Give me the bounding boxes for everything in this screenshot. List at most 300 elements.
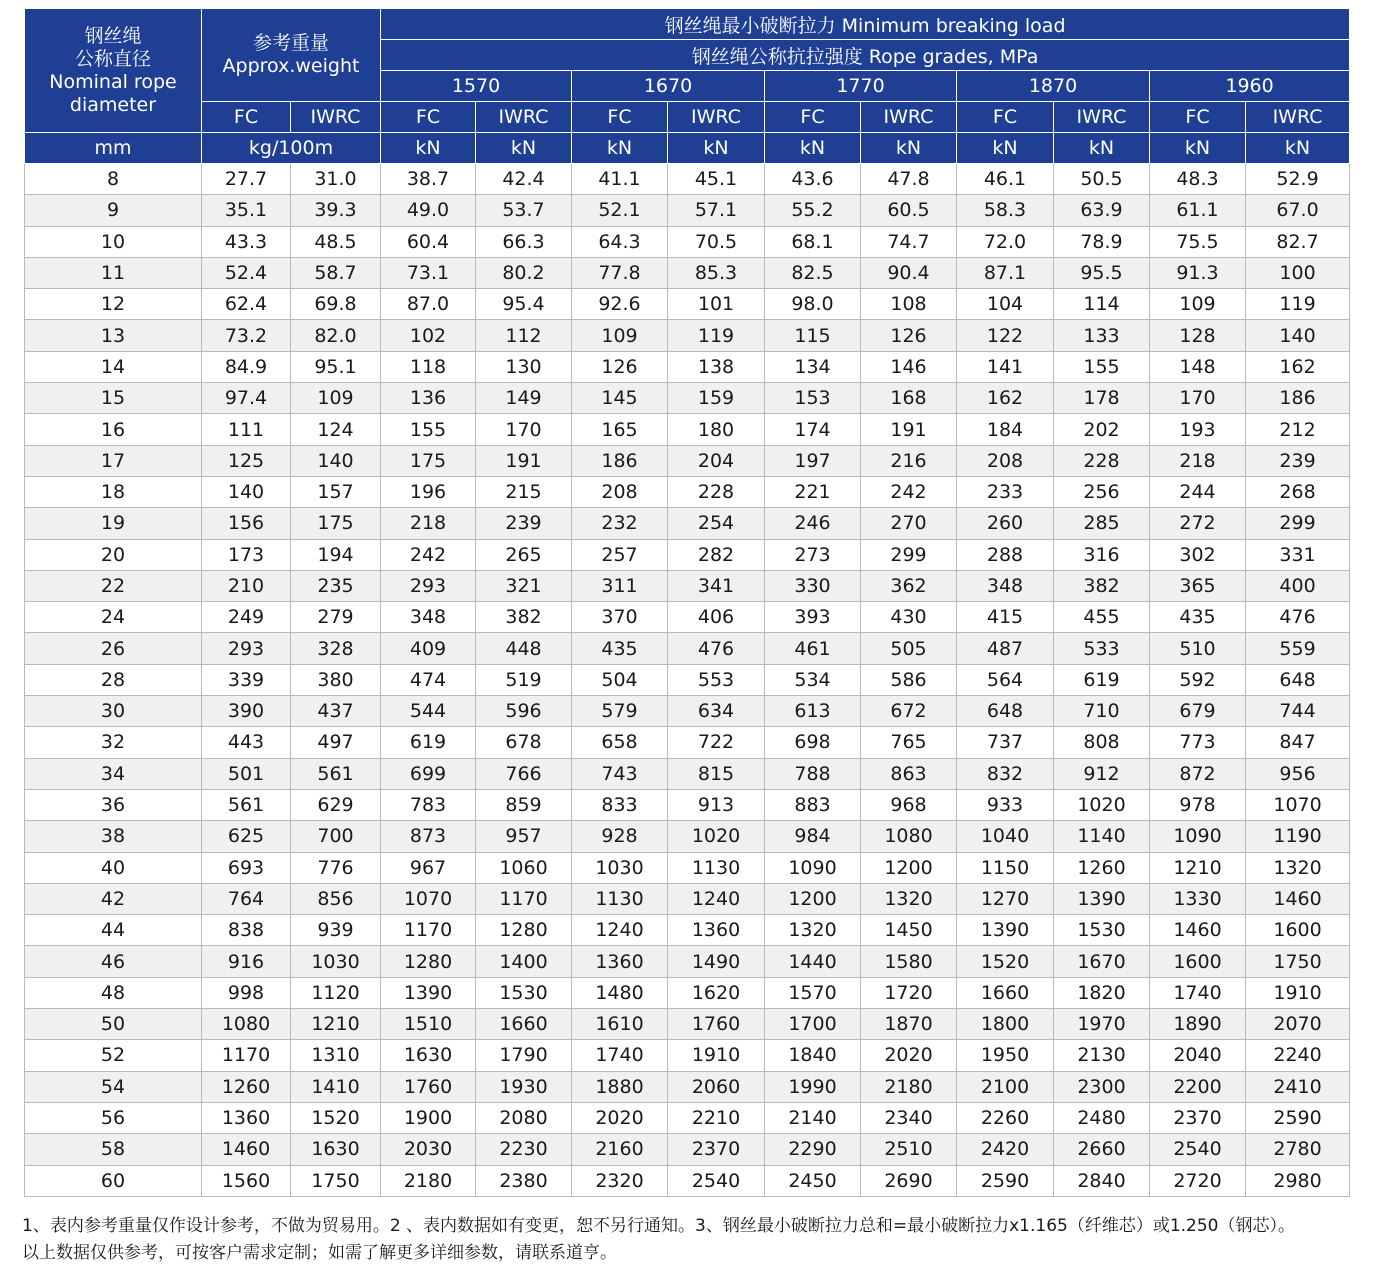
weight-cell: 339 [202, 664, 291, 695]
table-row [25, 821, 1350, 852]
weight-cell: 1260 [202, 1071, 291, 1102]
table-row [25, 852, 1350, 883]
load-cell: 1890 [1150, 1009, 1246, 1040]
weight-cell: 1630 [291, 1134, 381, 1165]
load-cell: 2100 [957, 1071, 1054, 1102]
load-cell: 2780 [1246, 1134, 1350, 1165]
load-cell: 1150 [957, 852, 1054, 883]
load-cell: 678 [476, 727, 572, 758]
load-cell: 1360 [668, 915, 765, 946]
load-cell: 1200 [861, 852, 957, 883]
load-cell: 596 [476, 696, 572, 727]
load-cell: 257 [572, 539, 668, 570]
weight-cell: 156 [202, 508, 291, 539]
load-cell: 1630 [381, 1040, 476, 1071]
load-cell: 1580 [861, 946, 957, 977]
diameter-cell: 58 [25, 1134, 202, 1165]
diameter-header-line: Nominal rope [49, 70, 177, 93]
load-cell: 72.0 [957, 226, 1054, 257]
load-cell: 382 [1054, 570, 1150, 601]
diameter-cell: 24 [25, 602, 202, 633]
footnote-line: 以上数据仅供参考，可按客户需求定制；如需了解更多详细参数，请联系道亨。 [22, 1243, 617, 1263]
load-cell: 55.2 [765, 195, 861, 226]
load-cell: 58.3 [957, 195, 1054, 226]
load-cell: 1800 [957, 1009, 1054, 1040]
load-cell: 331 [1246, 539, 1350, 570]
load-cell: 619 [1054, 664, 1150, 695]
table-row [25, 476, 1350, 507]
table-row [25, 539, 1350, 570]
weight-cell: 497 [291, 727, 381, 758]
load-cell: 1020 [668, 821, 765, 852]
load-cell: 933 [957, 789, 1054, 820]
load-cell: 175 [381, 445, 476, 476]
table-row [25, 351, 1350, 382]
diameter-cell: 11 [25, 257, 202, 288]
load-cell: 2450 [765, 1165, 861, 1196]
weight-cell: 293 [202, 633, 291, 664]
load-cell: 1840 [765, 1040, 861, 1071]
load-cell: 1610 [572, 1009, 668, 1040]
diameter-cell: 48 [25, 977, 202, 1008]
diameter-cell: 10 [25, 226, 202, 257]
table-header [25, 9, 1350, 164]
load-cell: 544 [381, 696, 476, 727]
load-cell: 63.9 [1054, 195, 1150, 226]
iwrc-header: IWRC [1054, 102, 1150, 133]
load-cell: 101 [668, 289, 765, 320]
load-cell: 393 [765, 602, 861, 633]
load-cell: 118 [381, 351, 476, 382]
weight-cell: 58.7 [291, 257, 381, 288]
table-row [25, 664, 1350, 695]
load-cell: 43.6 [765, 164, 861, 195]
unit-kn: kN [957, 133, 1054, 164]
grade-header: 1960 [1150, 71, 1350, 102]
load-cell: 2720 [1150, 1165, 1246, 1196]
load-cell: 208 [957, 445, 1054, 476]
iwrc-header: IWRC [291, 102, 381, 133]
load-cell: 883 [765, 789, 861, 820]
load-cell: 415 [957, 602, 1054, 633]
load-cell: 1090 [1150, 821, 1246, 852]
load-cell: 1950 [957, 1040, 1054, 1071]
load-cell: 246 [765, 508, 861, 539]
load-cell: 672 [861, 696, 957, 727]
spec-table-container [24, 8, 1349, 1197]
load-cell: 1400 [476, 946, 572, 977]
load-cell: 722 [668, 727, 765, 758]
load-cell: 95.5 [1054, 257, 1150, 288]
load-cell: 191 [861, 414, 957, 445]
table-row [25, 1009, 1350, 1040]
unit-kn: kN [476, 133, 572, 164]
table-row [25, 946, 1350, 977]
table-row [25, 508, 1350, 539]
load-cell: 46.1 [957, 164, 1054, 195]
weight-cell: 73.2 [202, 320, 291, 351]
load-cell: 1750 [1246, 946, 1350, 977]
weight-cell: 437 [291, 696, 381, 727]
load-cell: 1070 [1246, 789, 1350, 820]
grade-header: 1770 [765, 71, 957, 102]
load-cell: 60.5 [861, 195, 957, 226]
load-cell: 2160 [572, 1134, 668, 1165]
load-cell: 833 [572, 789, 668, 820]
load-cell: 1910 [1246, 977, 1350, 1008]
load-cell: 1760 [381, 1071, 476, 1102]
load-cell: 430 [861, 602, 957, 633]
load-cell: 1060 [476, 852, 572, 883]
load-cell: 1990 [765, 1071, 861, 1102]
diameter-cell: 28 [25, 664, 202, 695]
load-cell: 534 [765, 664, 861, 695]
load-cell: 2030 [381, 1134, 476, 1165]
load-cell: 1320 [861, 883, 957, 914]
load-cell: 1460 [1150, 915, 1246, 946]
load-cell: 1240 [572, 915, 668, 946]
diameter-cell: 38 [25, 821, 202, 852]
load-cell: 133 [1054, 320, 1150, 351]
table-row [25, 883, 1350, 914]
load-cell: 155 [1054, 351, 1150, 382]
load-cell: 92.6 [572, 289, 668, 320]
load-cell: 186 [1246, 383, 1350, 414]
weight-cell: 390 [202, 696, 291, 727]
weight-cell: 1210 [291, 1009, 381, 1040]
load-cell: 204 [668, 445, 765, 476]
weight-cell: 443 [202, 727, 291, 758]
load-cell: 2080 [476, 1102, 572, 1133]
load-cell: 66.3 [476, 226, 572, 257]
load-cell: 270 [861, 508, 957, 539]
load-cell: 2510 [861, 1134, 957, 1165]
weight-cell: 35.1 [202, 195, 291, 226]
table-row [25, 257, 1350, 288]
diameter-cell: 22 [25, 570, 202, 601]
load-cell: 221 [765, 476, 861, 507]
load-cell: 2690 [861, 1165, 957, 1196]
load-cell: 268 [1246, 476, 1350, 507]
load-cell: 218 [1150, 445, 1246, 476]
weight-cell: 501 [202, 758, 291, 789]
load-cell: 1660 [476, 1009, 572, 1040]
load-cell: 1700 [765, 1009, 861, 1040]
diameter-cell: 8 [25, 164, 202, 195]
table-row [25, 977, 1350, 1008]
load-cell: 52.9 [1246, 164, 1350, 195]
load-cell: 648 [957, 696, 1054, 727]
load-cell: 2540 [1150, 1134, 1246, 1165]
weight-cell: 1310 [291, 1040, 381, 1071]
load-cell: 859 [476, 789, 572, 820]
grade-header: 1570 [381, 71, 572, 102]
grade-header: 1670 [572, 71, 765, 102]
weight-cell: 194 [291, 539, 381, 570]
load-cell: 104 [957, 289, 1054, 320]
weight-cell: 939 [291, 915, 381, 946]
load-cell: 1670 [1054, 946, 1150, 977]
load-cell: 2200 [1150, 1071, 1246, 1102]
table-row [25, 1102, 1350, 1133]
grade-header: 1870 [957, 71, 1150, 102]
load-cell: 1530 [1054, 915, 1150, 946]
load-cell: 126 [861, 320, 957, 351]
weight-cell: 157 [291, 476, 381, 507]
load-cell: 178 [1054, 383, 1150, 414]
load-cell: 112 [476, 320, 572, 351]
load-cell: 1320 [1246, 852, 1350, 883]
table-row [25, 1134, 1350, 1165]
load-cell: 53.7 [476, 195, 572, 226]
load-cell: 504 [572, 664, 668, 695]
load-cell: 679 [1150, 696, 1246, 727]
load-cell: 197 [765, 445, 861, 476]
breaking-load-header: 钢丝绳最小破断拉力 Minimum breaking load [381, 9, 1350, 40]
load-cell: 1440 [765, 946, 861, 977]
load-cell: 765 [861, 727, 957, 758]
load-cell: 50.5 [1054, 164, 1150, 195]
diameter-cell: 12 [25, 289, 202, 320]
load-cell: 382 [476, 602, 572, 633]
table-row [25, 164, 1350, 195]
load-cell: 1870 [861, 1009, 957, 1040]
load-cell: 260 [957, 508, 1054, 539]
table-row [25, 289, 1350, 320]
weight-cell: 328 [291, 633, 381, 664]
diameter-cell: 54 [25, 1071, 202, 1102]
weight-cell: 1170 [202, 1040, 291, 1071]
diameter-cell: 17 [25, 445, 202, 476]
load-cell: 648 [1246, 664, 1350, 695]
weight-cell: 561 [202, 789, 291, 820]
load-cell: 136 [381, 383, 476, 414]
load-cell: 41.1 [572, 164, 668, 195]
load-cell: 165 [572, 414, 668, 445]
load-cell: 956 [1246, 758, 1350, 789]
load-cell: 1280 [381, 946, 476, 977]
load-cell: 2980 [1246, 1165, 1350, 1196]
load-cell: 1330 [1150, 883, 1246, 914]
weight-cell: 1410 [291, 1071, 381, 1102]
load-cell: 2840 [1054, 1165, 1150, 1196]
load-cell: 184 [957, 414, 1054, 445]
load-cell: 815 [668, 758, 765, 789]
diameter-cell: 15 [25, 383, 202, 414]
load-cell: 74.7 [861, 226, 957, 257]
weight-cell: 1080 [202, 1009, 291, 1040]
load-cell: 455 [1054, 602, 1150, 633]
diameter-cell: 52 [25, 1040, 202, 1071]
load-cell: 70.5 [668, 226, 765, 257]
load-cell: 1660 [957, 977, 1054, 1008]
table-row [25, 1040, 1350, 1071]
load-cell: 2370 [1150, 1102, 1246, 1133]
table-row [25, 633, 1350, 664]
table-row [25, 915, 1350, 946]
diameter-cell: 40 [25, 852, 202, 883]
load-cell: 42.4 [476, 164, 572, 195]
load-cell: 126 [572, 351, 668, 382]
load-cell: 109 [572, 320, 668, 351]
weight-cell: 140 [202, 476, 291, 507]
load-cell: 170 [476, 414, 572, 445]
table-row [25, 602, 1350, 633]
load-cell: 613 [765, 696, 861, 727]
weight-cell: 279 [291, 602, 381, 633]
unit-kn: kN [1150, 133, 1246, 164]
weight-cell: 1520 [291, 1102, 381, 1133]
load-cell: 448 [476, 633, 572, 664]
load-cell: 1900 [381, 1102, 476, 1133]
load-cell: 533 [1054, 633, 1150, 664]
load-cell: 100 [1246, 257, 1350, 288]
fc-header: FC [1150, 102, 1246, 133]
load-cell: 109 [1150, 289, 1246, 320]
diameter-cell: 9 [25, 195, 202, 226]
load-cell: 299 [861, 539, 957, 570]
table-row [25, 570, 1350, 601]
load-cell: 476 [1246, 602, 1350, 633]
weight-cell: 1750 [291, 1165, 381, 1196]
load-cell: 1760 [668, 1009, 765, 1040]
load-cell: 114 [1054, 289, 1150, 320]
load-cell: 2540 [668, 1165, 765, 1196]
unit-mm: mm [25, 133, 202, 164]
load-cell: 193 [1150, 414, 1246, 445]
weight-cell: 173 [202, 539, 291, 570]
load-cell: 1450 [861, 915, 957, 946]
load-cell: 968 [861, 789, 957, 820]
load-cell: 2020 [572, 1102, 668, 1133]
load-cell: 1530 [476, 977, 572, 1008]
load-cell: 67.0 [1246, 195, 1350, 226]
diameter-cell: 26 [25, 633, 202, 664]
load-cell: 64.3 [572, 226, 668, 257]
load-cell: 1790 [476, 1040, 572, 1071]
load-cell: 316 [1054, 539, 1150, 570]
load-cell: 80.2 [476, 257, 572, 288]
load-cell: 1200 [765, 883, 861, 914]
load-cell: 2340 [861, 1102, 957, 1133]
load-cell: 87.0 [381, 289, 476, 320]
load-cell: 1130 [668, 852, 765, 883]
load-cell: 82.7 [1246, 226, 1350, 257]
load-cell: 1570 [765, 977, 861, 1008]
load-cell: 119 [1246, 289, 1350, 320]
diameter-cell: 19 [25, 508, 202, 539]
load-cell: 519 [476, 664, 572, 695]
load-cell: 155 [381, 414, 476, 445]
weight-cell: 856 [291, 883, 381, 914]
load-cell: 285 [1054, 508, 1150, 539]
weight-cell: 838 [202, 915, 291, 946]
diameter-cell: 50 [25, 1009, 202, 1040]
load-cell: 967 [381, 852, 476, 883]
load-cell: 474 [381, 664, 476, 695]
load-cell: 239 [1246, 445, 1350, 476]
diameter-header-line: diameter [69, 93, 157, 116]
load-cell: 134 [765, 351, 861, 382]
load-cell: 1170 [476, 883, 572, 914]
load-cell: 984 [765, 821, 861, 852]
load-cell: 1240 [668, 883, 765, 914]
load-cell: 2060 [668, 1071, 765, 1102]
load-cell: 1020 [1054, 789, 1150, 820]
weight-cell: 235 [291, 570, 381, 601]
load-cell: 2590 [957, 1165, 1054, 1196]
load-cell: 78.9 [1054, 226, 1150, 257]
diameter-column-header [25, 9, 202, 133]
load-cell: 202 [1054, 414, 1150, 445]
load-cell: 1720 [861, 977, 957, 1008]
load-cell: 73.1 [381, 257, 476, 288]
weight-cell: 140 [291, 445, 381, 476]
load-cell: 102 [381, 320, 476, 351]
load-cell: 272 [1150, 508, 1246, 539]
weight-header-line: Approx.weight [222, 55, 360, 77]
load-cell: 362 [861, 570, 957, 601]
load-cell: 191 [476, 445, 572, 476]
unit-kn: kN [861, 133, 957, 164]
load-cell: 119 [668, 320, 765, 351]
table-row [25, 226, 1350, 257]
load-cell: 2260 [957, 1102, 1054, 1133]
load-cell: 162 [957, 383, 1054, 414]
table-row [25, 696, 1350, 727]
load-cell: 52.1 [572, 195, 668, 226]
load-cell: 564 [957, 664, 1054, 695]
diameter-cell: 20 [25, 539, 202, 570]
load-cell: 912 [1054, 758, 1150, 789]
diameter-cell: 46 [25, 946, 202, 977]
unit-kn: kN [668, 133, 765, 164]
diameter-cell: 16 [25, 414, 202, 445]
weight-cell: 95.1 [291, 351, 381, 382]
load-cell: 233 [957, 476, 1054, 507]
load-cell: 341 [668, 570, 765, 601]
load-cell: 559 [1246, 633, 1350, 664]
load-cell: 913 [668, 789, 765, 820]
unit-kn: kN [1246, 133, 1350, 164]
load-cell: 228 [668, 476, 765, 507]
table-row [25, 414, 1350, 445]
load-cell: 2140 [765, 1102, 861, 1133]
weight-cell: 776 [291, 852, 381, 883]
load-cell: 128 [1150, 320, 1246, 351]
load-cell: 2370 [668, 1134, 765, 1165]
load-cell: 282 [668, 539, 765, 570]
fc-header: FC [381, 102, 476, 133]
weight-cell: 31.0 [291, 164, 381, 195]
load-cell: 1620 [668, 977, 765, 1008]
load-cell: 85.3 [668, 257, 765, 288]
load-cell: 2480 [1054, 1102, 1150, 1133]
load-cell: 218 [381, 508, 476, 539]
load-cell: 168 [861, 383, 957, 414]
unit-kn: kN [572, 133, 668, 164]
load-cell: 1520 [957, 946, 1054, 977]
load-cell: 48.3 [1150, 164, 1246, 195]
diameter-cell: 18 [25, 476, 202, 507]
load-cell: 1480 [572, 977, 668, 1008]
load-cell: 1910 [668, 1040, 765, 1071]
load-cell: 90.4 [861, 257, 957, 288]
weight-cell: 48.5 [291, 226, 381, 257]
load-cell: 57.1 [668, 195, 765, 226]
weight-column-header [202, 9, 381, 102]
weight-cell: 916 [202, 946, 291, 977]
